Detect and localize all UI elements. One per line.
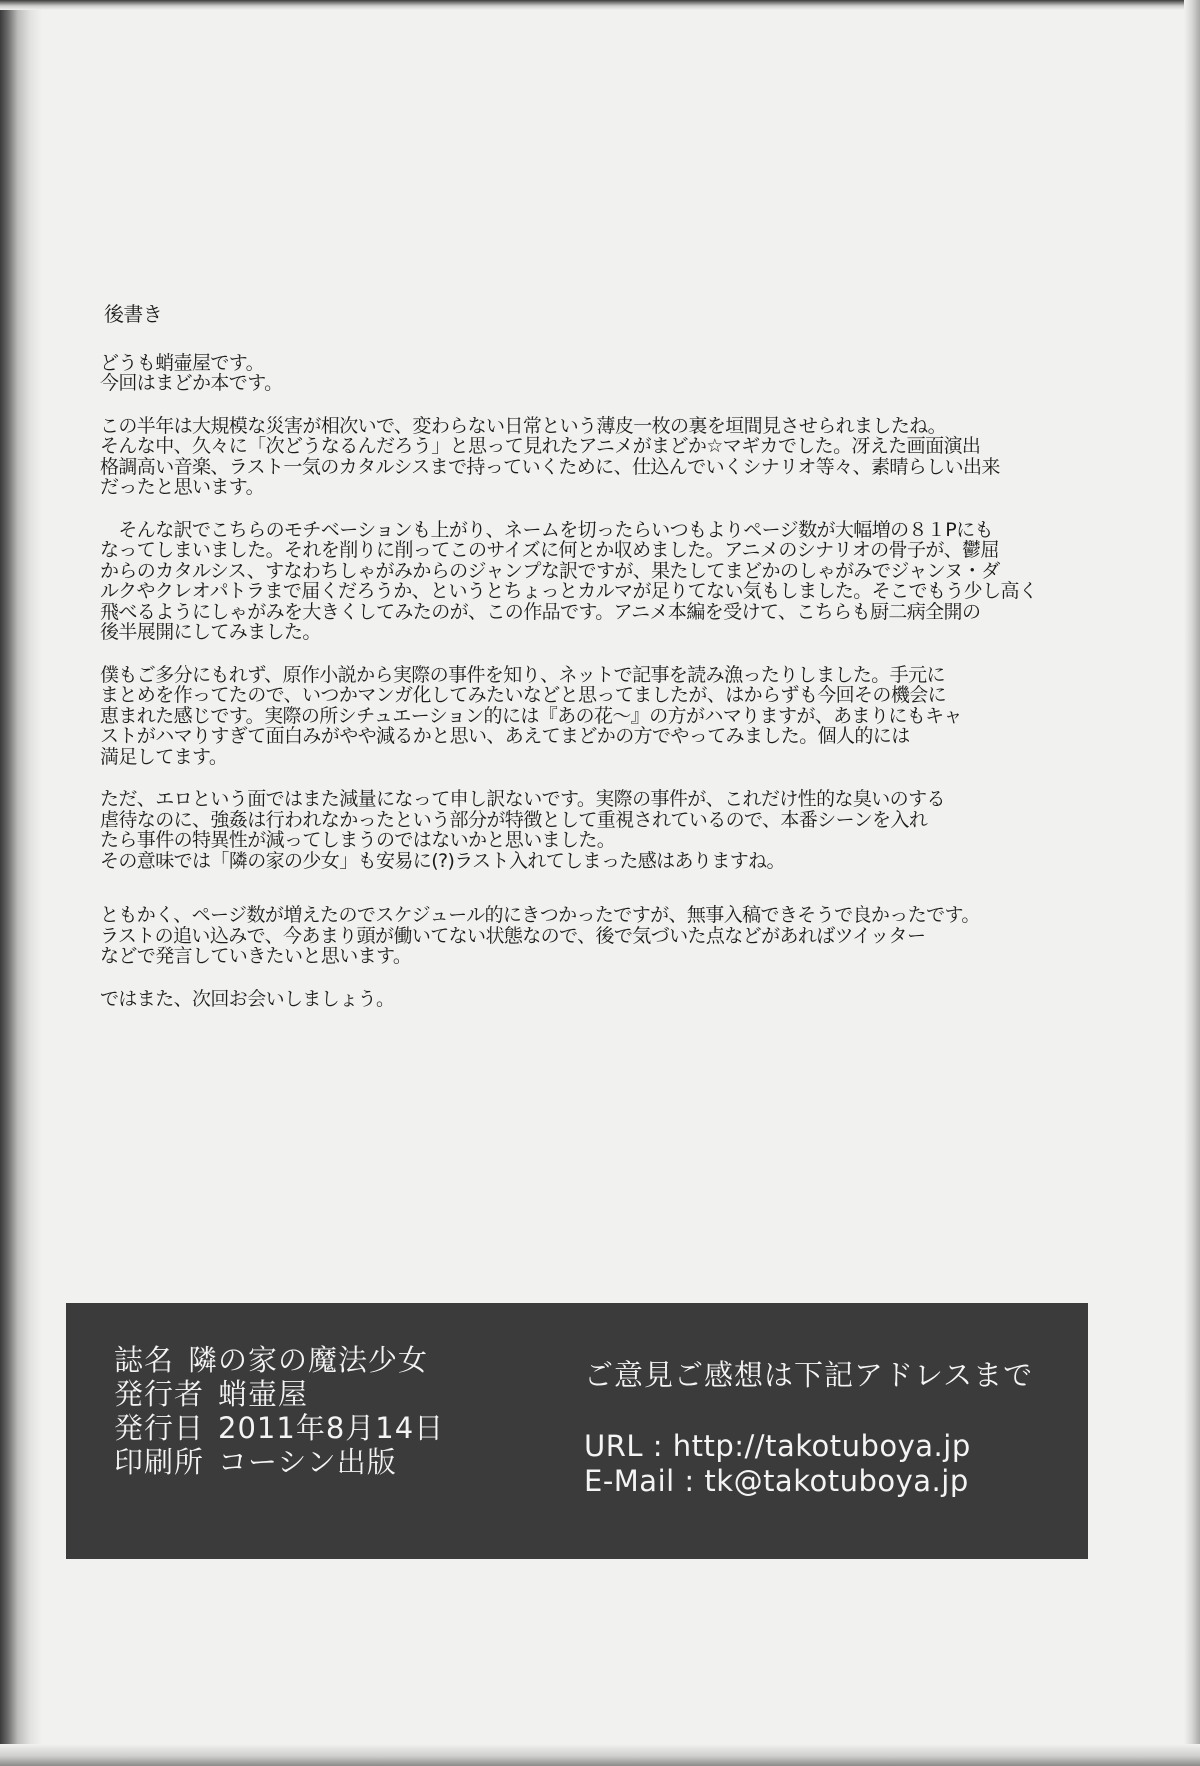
colophon-box: [66, 1303, 1088, 1559]
afterword-paragraph-source: [100, 665, 1100, 768]
colophon-printer-value: コーシン出版: [218, 1445, 397, 1479]
text-line: たら事件の特異性が減ってしまうのではないかと思いました。: [100, 829, 616, 851]
afterword-section: [100, 304, 1100, 1031]
colophon-details: [114, 1343, 444, 1479]
colophon-publisher-value: 蛸壷屋: [218, 1377, 309, 1411]
page-binding-shadow: [0, 0, 42, 1766]
text-line: からのカタルシス、すなわちしゃがみからのジャンプな訳ですが、果たしてまどかのしゃがみでジャンヌ・ダ: [100, 559, 1000, 582]
text-line: ストがハマりすぎて面白みがやや減るかと思い、あえてまどかの方でやってみました。個人的には: [100, 725, 910, 747]
colophon-title-value: 隣の家の魔法少女: [188, 1343, 429, 1377]
text-line: そんな中、久々に「次どうなるんだろう」と思って見れたアニメがまどか☆マギカでした。冴えた画面演出: [100, 435, 981, 457]
colophon-publisher-row: [114, 1377, 444, 1411]
colophon-printer-row: [114, 1445, 444, 1479]
text-line: ラストの追い込みで、今あまり頭が働いてない状態なので、後で気づいた点などがあればツイッター: [100, 924, 926, 947]
text-line: 格調高い音楽、ラスト一気のカタルシスまで持っていくために、仕込んでいくシナリオ等々、素晴らしい出来: [100, 455, 1000, 478]
afterword-heading: 後書き: [104, 302, 163, 326]
page-bottom-edge: [0, 1744, 1200, 1766]
colophon-title-row: [114, 1343, 444, 1377]
afterword-paragraph-motivation: [100, 520, 1100, 643]
text-line: ともかく、ページ数が増えたのでスケジュール的にきつかったですが、無事入稿できそうで良かったです。: [100, 904, 980, 926]
email-line: E-Mail : tk@takotuboya.jp: [584, 1464, 969, 1498]
text-line: 満足してます。: [100, 745, 228, 768]
text-line: 今回はまどか本です。: [100, 372, 283, 394]
text-line: そんな訳でこちらのモチベーションも上がり、ネームを切ったらいつもよりページ数が大幅増の８１Pにも: [100, 518, 993, 541]
text-line: 恵まれた感じです。実際の所シチュエーション的には『あの花～』の方がハマりますが、あまりにもキャ: [100, 704, 962, 727]
colophon-printer-label: 印刷所: [114, 1445, 205, 1479]
feedback-note: ご意見ご感想は下記アドレスまで: [584, 1358, 1034, 1392]
text-line: ではまた、次回お会いしましょう。: [100, 987, 395, 1010]
colophon-publisher-label: 発行者: [114, 1377, 205, 1411]
text-line: などで発言していきたいと思います。: [100, 945, 412, 967]
colophon-date-label: 発行日: [114, 1411, 205, 1445]
colophon-title-label: 誌名: [114, 1343, 175, 1377]
afterword-paragraph-apology: [100, 789, 1100, 871]
text-line: この半年は大規模な災害が相次いで、変わらない日常という薄皮一枚の裏を垣間見させられましたね。: [100, 414, 947, 437]
colophon-contact: [584, 1358, 1033, 1499]
text-line: 虐待なのに、強姦は行われなかったという部分が特徴として重視されているので、本番シーンを入れ: [100, 808, 928, 831]
text-line: どうも蛸壷屋です。: [100, 351, 265, 374]
afterword-paragraph-anime: [100, 416, 1100, 498]
page-top-edge: [0, 0, 1200, 10]
text-line: その意味では「隣の家の少女」も安易に(?)ラスト入れてしまった感はありますね。: [100, 849, 785, 872]
url-line: URL : http://takotuboya.jp: [584, 1429, 971, 1463]
text-line: 後半展開にしてみました。: [100, 621, 321, 643]
text-line: だったと思います。: [100, 476, 265, 498]
colophon-date-value: 2011年8月14日: [218, 1411, 445, 1445]
text-line: まとめを作ってたので、いつかマンガ化してみたいなどと思ってましたが、はからずも今回その機会に: [100, 684, 947, 706]
text-line: なってしまいました。それを削りに削ってこのサイズに何とか収めました。アニメのシナリオの骨子が、鬱屈: [100, 539, 999, 561]
page-right-edge: [1184, 0, 1200, 1766]
colophon-date-row: [114, 1411, 444, 1445]
text-line: ルクやクレオパトラまで届くだろうか、というとちょっとカルマが足りてない気もしました。そこでもう少し高く: [100, 580, 1038, 602]
afterword-paragraph-schedule: [100, 905, 1100, 967]
text-line: 飛べるようにしゃがみを大きくしてみたのが、この作品です。アニメ本編を受けて、こちらも厨二病全開の: [100, 600, 981, 623]
text-line: ただ、エロという面ではまた減量になって申し訳ないです。実際の事件が、これだけ性的な臭いのする: [100, 788, 945, 810]
afterword-paragraph-closing: [100, 989, 1100, 1010]
text-line: 僕もご多分にもれず、原作小説から実際の事件を知り、ネットで記事を読み漁ったりしました。手元に: [100, 663, 945, 686]
afterword-paragraph-greeting: [100, 353, 1100, 394]
